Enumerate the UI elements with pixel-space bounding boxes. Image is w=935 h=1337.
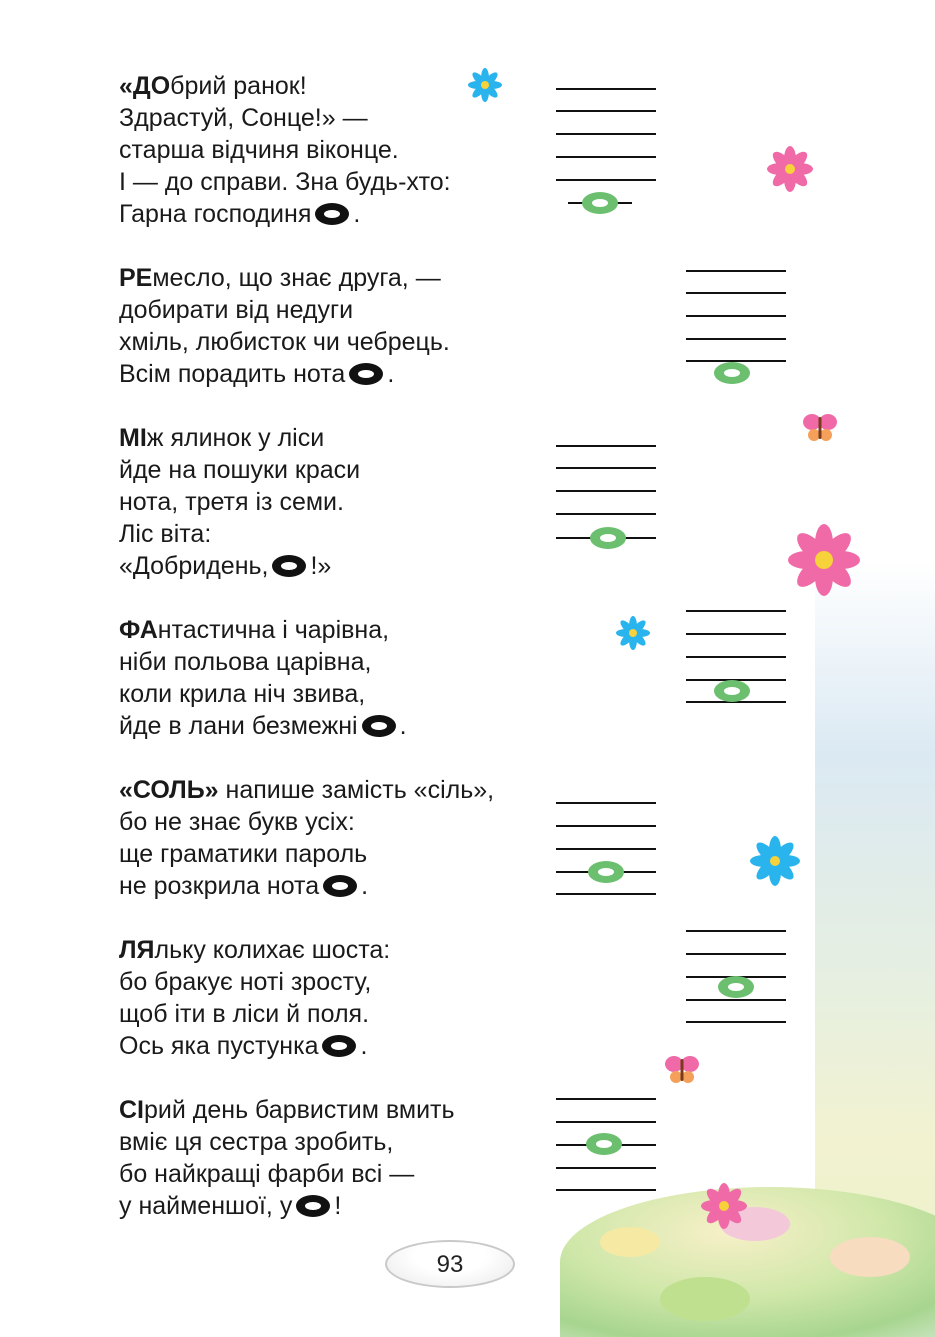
stanza-la <box>119 934 390 1062</box>
poem-line <box>119 870 494 902</box>
poem-line <box>119 838 494 870</box>
line-text: йде в лани безмежні <box>119 712 358 740</box>
poem-line <box>119 70 451 102</box>
whole-note-icon <box>323 875 357 897</box>
poem-line <box>119 422 360 454</box>
hill-blob <box>600 1227 660 1257</box>
line-text: бо не знає букв усіх: <box>119 808 355 836</box>
poem-line <box>119 166 451 198</box>
line-text: старша відчиня віконце. <box>119 136 399 164</box>
poem-line <box>119 358 450 390</box>
line-text: коли крила ніч звива, <box>119 680 366 708</box>
staff-si <box>556 1098 656 1198</box>
poem-line <box>119 710 407 742</box>
whole-note-icon <box>315 203 349 225</box>
poem-line <box>119 1190 455 1222</box>
poem-line <box>119 966 390 998</box>
poem-line <box>119 1030 390 1062</box>
note-syllable: ДО <box>132 72 171 100</box>
page-number-badge <box>385 1240 515 1288</box>
butterfly-icon <box>664 1052 700 1086</box>
poem-line <box>119 998 390 1030</box>
poem-line <box>119 678 407 710</box>
stanza-sol <box>119 774 494 902</box>
poem-line <box>119 454 360 486</box>
line-text: Всім порадить нота <box>119 360 346 388</box>
poem-line <box>119 134 451 166</box>
poem-line <box>119 326 450 358</box>
line-text: І — до справи. Зна будь-хто: <box>119 168 451 196</box>
note-syllable: ФА <box>119 616 158 644</box>
line-text: рий день барвистим вмить <box>144 1096 455 1124</box>
line-punctuation: . <box>360 1032 368 1060</box>
line-text: ніби польова царівна, <box>119 648 372 676</box>
staff-note-icon <box>586 1133 622 1155</box>
stanza-fa <box>119 614 407 742</box>
staff-note-icon <box>582 192 618 214</box>
pink-flower-icon <box>766 145 814 193</box>
poem-line <box>119 1094 455 1126</box>
poem-line <box>119 1158 455 1190</box>
line-text: напише замість «сіль», <box>218 776 495 804</box>
stanza-mi <box>119 422 360 582</box>
poem-line <box>119 646 407 678</box>
line-text: Здрастуй, Сонце!» — <box>119 104 368 132</box>
line-text: бо бракує ноті зросту, <box>119 968 372 996</box>
line-text: у найменшої, у <box>119 1192 293 1220</box>
staff-mi <box>556 445 656 545</box>
line-punctuation: !» <box>310 552 332 580</box>
page-number: 93 <box>436 1251 464 1278</box>
line-text: Ліс віта: <box>119 520 212 548</box>
stanza-si <box>119 1094 455 1222</box>
line-text: йде на пошуки краси <box>119 456 361 484</box>
poem-line <box>119 198 451 230</box>
line-text: «Добридень, <box>119 552 269 580</box>
pink-flower-icon <box>700 1182 748 1230</box>
poem-line <box>119 518 360 550</box>
line-text: месло, що знає друга, — <box>152 264 441 292</box>
pink-flower-icon <box>786 522 862 598</box>
staff-note-icon <box>590 527 626 549</box>
stanza-do <box>119 70 451 230</box>
staff-la <box>686 930 786 1030</box>
line-punctuation: . <box>399 712 407 740</box>
line-text: вміє ця сестра зробить, <box>119 1128 394 1156</box>
line-punctuation: . <box>353 200 361 228</box>
whole-note-icon <box>296 1195 330 1217</box>
staff-re <box>686 270 786 390</box>
poem-line <box>119 614 407 646</box>
poem-line <box>119 806 494 838</box>
line-text: бо найкращі фарби всі — <box>119 1160 415 1188</box>
line-text: брий ранок! <box>170 72 307 100</box>
poem-line <box>119 1126 455 1158</box>
line-text: ще граматики пароль <box>119 840 368 868</box>
line-text: щоб іти в ліси й поля. <box>119 1000 370 1028</box>
hill-blob <box>660 1277 750 1321</box>
butterfly-icon <box>802 410 838 444</box>
blue-flower-icon <box>468 68 502 102</box>
note-syllable: ЛЯ <box>119 936 155 964</box>
poem-line <box>119 262 450 294</box>
note-syllable: МІ <box>119 424 147 452</box>
whole-note-icon <box>362 715 396 737</box>
staff-note-icon <box>588 861 624 883</box>
poem-line <box>119 486 360 518</box>
whole-note-icon <box>272 555 306 577</box>
staff-note-icon <box>714 680 750 702</box>
poem-line <box>119 934 390 966</box>
line-text: Гарна господиня <box>119 200 312 228</box>
poem-line <box>119 102 451 134</box>
line-text: добирати від недуги <box>119 296 354 324</box>
poem-line <box>119 294 450 326</box>
blue-flower-icon <box>616 616 650 650</box>
whole-note-icon <box>322 1035 356 1057</box>
line-text: нтастична і чарівна, <box>157 616 390 644</box>
note-syllable: СІ <box>119 1096 144 1124</box>
line-prefix: « <box>119 72 133 100</box>
line-text: нота, третя із семи. <box>119 488 344 516</box>
staff-do <box>556 88 656 218</box>
staff-note-icon <box>714 362 750 384</box>
line-text: Ось яка пустунка <box>119 1032 319 1060</box>
hill-blob <box>830 1237 910 1277</box>
stanza-re <box>119 262 450 390</box>
line-text: хміль, любисток чи чебрець. <box>119 328 450 356</box>
note-syllable: «СОЛЬ» <box>119 776 219 804</box>
note-syllable: РЕ <box>119 264 153 292</box>
staff-note-icon <box>718 976 754 998</box>
line-punctuation: . <box>361 872 369 900</box>
blue-flower-icon <box>750 836 800 886</box>
line-punctuation: ! <box>334 1192 342 1220</box>
line-text: ж ялинок у ліси <box>146 424 325 452</box>
line-text: не розкрила нота <box>119 872 320 900</box>
staff-sol <box>556 802 656 902</box>
whole-note-icon <box>349 363 383 385</box>
poem-line <box>119 774 494 806</box>
staff-fa <box>686 610 786 710</box>
line-text: льку колихає шоста: <box>154 936 391 964</box>
line-punctuation: . <box>387 360 395 388</box>
poem-line <box>119 550 360 582</box>
